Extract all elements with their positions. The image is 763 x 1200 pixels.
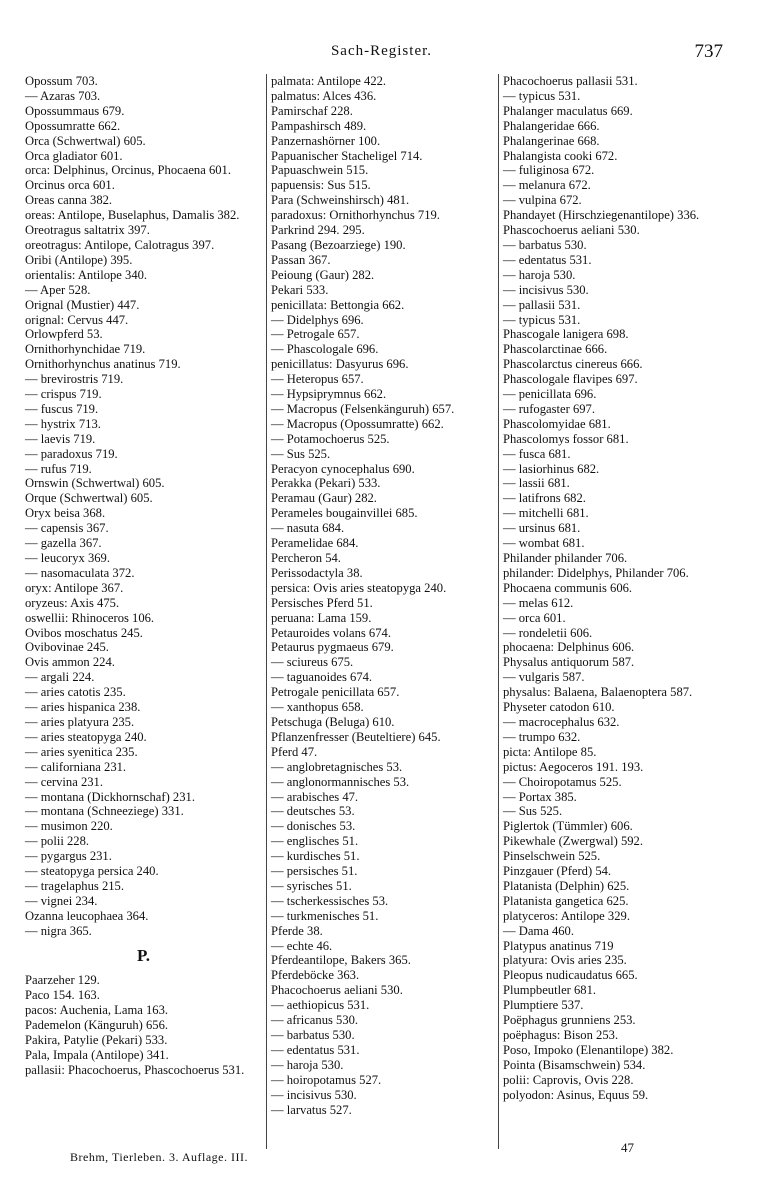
index-entry: Platanista gangetica 625. (503, 893, 629, 908)
index-entry: Poëphagus grunniens 253. (503, 1013, 636, 1028)
index-entry: — montana (Dickhornschaf) 231. (25, 789, 195, 804)
index-entry: Pferd 47. (271, 744, 318, 759)
index-entry: oryzeus: Axis 475. (25, 595, 120, 610)
index-entry: — taguanoides 674. (271, 670, 373, 685)
index-entry: picta: Antilope 85. (503, 744, 597, 759)
index-entry: — polii 228. (25, 834, 90, 849)
index-entry: — lassii 681. (503, 476, 570, 491)
index-entry: Ornithorhynchidae 719. (25, 342, 146, 357)
index-entry: Opossumratte 662. (25, 118, 121, 133)
index-entry: — tragelaphus 215. (25, 878, 124, 893)
index-entry: — edentatus 531. (271, 1042, 360, 1057)
index-entry: — africanus 530. (271, 1013, 359, 1028)
index-entry: Pointa (Bisamschwein) 534. (503, 1057, 646, 1072)
index-entry: phocaena: Delphinus 606. (503, 640, 635, 655)
index-entry: Piglertok (Tümmler) 606. (503, 819, 633, 834)
column-rule-right (498, 74, 499, 1149)
index-entry: — incisivus 530. (503, 282, 589, 297)
index-entry: — Hypsiprymnus 662. (271, 387, 387, 402)
index-entry: orca: Delphinus, Orcinus, Phocaena 601. (25, 163, 231, 178)
index-entry: Pikewhale (Zwergwal) 592. (503, 834, 644, 849)
index-entry: — steatopyga persica 240. (25, 864, 159, 879)
index-entry: Orca gladiator 601. (25, 148, 123, 163)
index-entry: — Macropus (Felsenkänguruh) 657. (271, 401, 455, 416)
index-entry: — aries platyura 235. (25, 714, 135, 729)
index-entry: Phacochoerus pallasii 531. (503, 74, 638, 88)
index-entry: — aries catotis 235. (25, 685, 126, 700)
index-entry: — Didelphys 696. (271, 312, 364, 327)
index-entry: Pala, Impala (Antilope) 341. (25, 1048, 169, 1062)
index-entry: — Sus 525. (271, 446, 331, 461)
index-entry: Perakka (Pekari) 533. (271, 476, 381, 491)
index-entry: — laevis 719. (25, 431, 96, 446)
index-entry: physalus: Balaena, Balaenoptera 587. (503, 685, 693, 700)
index-entry: — hoiropotamus 527. (271, 1072, 382, 1087)
index-entry: — Dama 460. (503, 923, 574, 938)
index-entry: — kurdisches 51. (271, 849, 360, 864)
index-entry: — Choiropotamus 525. (503, 774, 622, 789)
index-column-2 (271, 74, 495, 1117)
index-entry: Peracyon cynocephalus 690. (271, 461, 415, 476)
index-entry: Ovis ammon 224. (25, 655, 115, 670)
index-entry: platyura: Ovis aries 235. (503, 953, 627, 968)
index-entry: Phascochoerus aeliani 530. (503, 223, 640, 238)
index-entry: Plumpbeutler 681. (503, 983, 597, 998)
index-entry: — latifrons 682. (503, 491, 586, 506)
index-entry: — rufus 719. (25, 461, 92, 476)
index-entry: — melas 612. (503, 595, 574, 610)
index-entry: Platypus anatinus 719 (503, 938, 614, 953)
index-entry: Peramau (Gaur) 282. (271, 491, 377, 506)
index-entry: Phalangista cooki 672. (503, 148, 618, 163)
index-entry: Percheron 54. (271, 551, 341, 565)
index-entry: Oribi (Antilope) 395. (25, 252, 133, 267)
index-entry: — larvatus 527. (271, 1102, 352, 1117)
index-entry: Petrogale penicillata 657. (271, 685, 400, 700)
index-entry: Pferdeantilope, Bakers 365. (271, 953, 411, 968)
index-entry: Petaurus pygmaeus 679. (271, 640, 394, 655)
index-entry: Pinselschwein 525. (503, 849, 601, 864)
index-entry: Phocaena communis 606. (503, 580, 633, 595)
index-entry: — Potamochoerus 525. (271, 431, 390, 446)
index-entry: — barbatus 530. (271, 1028, 355, 1042)
index-entry: oreas: Antilope, Buselaphus, Damalis 382. (25, 208, 240, 223)
index-entry: — penicillata 696. (503, 387, 597, 402)
index-entry: — aries steatopyga 240. (25, 729, 147, 744)
index-entry: — paradoxus 719. (25, 446, 118, 461)
index-entry: — cervina 231. (25, 774, 103, 789)
index-entry: Phascolomys fossor 681. (503, 431, 629, 446)
index-entry: Phacochoerus aeliani 530. (271, 983, 403, 998)
index-entry: — vulgaris 587. (503, 670, 585, 685)
index-entry: Pferdeböcke 363. (271, 968, 360, 983)
page-footer (0, 1140, 763, 1178)
index-entry: oswellii: Rhinoceros 106. (25, 610, 155, 625)
page-number: 737 (694, 41, 723, 62)
index-entry: — fuliginosa 672. (503, 163, 595, 178)
index-entry: persica: Ovis aries steatopyga 240. (271, 580, 447, 595)
index-entry: Pampashirsch 489. (271, 118, 367, 133)
sheet-number: 47 (621, 1140, 634, 1155)
index-entry: palmatus: Alces 436. (271, 88, 377, 103)
index-entry: orignal: Cervus 447. (25, 312, 129, 327)
index-entry: — Phascologale 696. (271, 342, 379, 357)
index-entry: — englisches 51. (271, 834, 359, 849)
index-entry: — mitchelli 681. (503, 506, 589, 521)
index-entry: — turkmenisches 51. (271, 908, 379, 923)
index-entry: Platanista (Delphin) 625. (503, 878, 630, 893)
index-entry: Persisches Pferd 51. (271, 595, 373, 610)
index-entry: Phascolomyidae 681. (503, 416, 611, 431)
index-entry: — lasiorhinus 682. (503, 461, 600, 476)
index-entry: Physalus antiquorum 587. (503, 655, 635, 670)
index-entry: — barbatus 530. (503, 237, 587, 252)
index-entry: pallasii: Phacochoerus, Phascochoerus 531. (25, 1062, 245, 1077)
index-entry: — deutsches 53. (271, 804, 355, 819)
index-entry: — gazella 367. (25, 536, 102, 551)
index-entry: Ovibos moschatus 245. (25, 625, 143, 640)
index-entry: — donisches 53. (271, 819, 356, 834)
index-entry: Pademelon (Känguruh) 656. (25, 1018, 169, 1033)
index-entry: — californiana 231. (25, 759, 127, 774)
index-entry: philander: Didelphys, Philander 706. (503, 565, 689, 580)
index-entry: Perameles bougainvillei 685. (271, 506, 418, 521)
index-entry: — vignei 234. (25, 893, 98, 908)
section-heading: P. (136, 945, 151, 965)
index-entry: Phalangeridae 666. (503, 118, 600, 133)
index-entry: — capensis 367. (25, 521, 109, 536)
index-entry: penicillata: Bettongia 662. (271, 297, 405, 312)
index-entry: — echte 46. (271, 938, 333, 953)
index-entry: — hystrix 713. (25, 416, 101, 431)
index-entry: — persisches 51. (271, 864, 358, 879)
index-entry: Oreas canna 382. (25, 193, 113, 208)
index-entry: Physeter catodon 610. (503, 700, 615, 715)
index-entry: Paco 154. 163. (25, 988, 100, 1003)
index-entry: platyceros: Antilope 329. (503, 908, 630, 923)
index-entry: — rufogaster 697. (503, 401, 595, 416)
index-entry: Paarzeher 129. (25, 973, 100, 988)
index-entry: — incisivus 530. (271, 1087, 357, 1102)
index-entry: Peioung (Gaur) 282. (271, 267, 375, 282)
index-entry: Petschuga (Beluga) 610. (271, 714, 395, 729)
index-entry: Plumptiere 537. (503, 998, 584, 1013)
index-entry: Pinzgauer (Pferd) 54. (503, 864, 612, 879)
index-entry: Papuaschwein 515. (271, 163, 369, 178)
index-entry: — fusca 681. (503, 446, 571, 461)
running-title: Sach-Register. (330, 43, 433, 59)
index-entry: — Portax 385. (503, 789, 577, 804)
index-entry: Perissodactyla 38. (271, 565, 363, 580)
index-entry: — vulpina 672. (503, 193, 582, 208)
index-entry: Orignal (Mustier) 447. (25, 297, 140, 312)
index-entry: — Sus 525. (503, 804, 563, 819)
index-entry: Pflanzenfresser (Beuteltiere) 645. (271, 729, 441, 744)
index-entry: — haroja 530. (503, 267, 576, 282)
index-entry: oreotragus: Antilope, Calotragus 397. (25, 237, 215, 252)
index-entry: — crispus 719. (25, 387, 102, 402)
index-entry: — edentatus 531. (503, 252, 592, 267)
index-entry: — montana (Schneeziege) 331. (25, 804, 184, 819)
index-entry: peruana: Lama 159. (271, 610, 372, 625)
index-entry: Philander philander 706. (503, 551, 628, 565)
index-entry: Orca (Schwertwal) 605. (25, 133, 146, 148)
index-entry: — nasomaculata 372. (25, 565, 135, 580)
index-entry: — Heteropus 657. (271, 372, 364, 387)
index-entry: — fuscus 719. (25, 401, 99, 416)
index-entry: — sciureus 675. (271, 655, 354, 670)
index-entry: Phascogale lanigera 698. (503, 327, 629, 342)
index-entry: orientalis: Antilope 340. (25, 267, 148, 282)
index-entry: — Macropus (Opossumratte) 662. (271, 416, 444, 431)
index-entry: palmata: Antilope 422. (271, 74, 387, 88)
index-entry: — aries syenitica 235. (25, 744, 138, 759)
index-entry: penicillatus: Dasyurus 696. (271, 357, 409, 372)
index-entry: Phascologale flavipes 697. (503, 372, 638, 387)
index-entry: Opossum 703. (25, 74, 98, 88)
index-entry: — haroja 530. (271, 1057, 344, 1072)
index-entry: Pakira, Patylie (Pekari) 533. (25, 1033, 168, 1048)
index-entry: — melanura 672. (503, 178, 591, 193)
index-entry: Phalanger maculatus 669. (503, 103, 633, 118)
index-entry: oryx: Antilope 367. (25, 580, 124, 595)
index-entry: Phascolarctinae 666. (503, 342, 608, 357)
index-entry: Pleopus nudicaudatus 665. (503, 968, 638, 983)
index-entry: pacos: Auchenia, Lama 163. (25, 1003, 169, 1018)
index-entry: — anglonormannisches 53. (271, 774, 410, 789)
index-entry: — xanthopus 658. (271, 700, 364, 715)
column-rule-left (266, 74, 267, 1149)
index-entry: — musimon 220. (25, 819, 113, 834)
index-column-3 (503, 74, 755, 1103)
index-entry: — syrisches 51. (271, 878, 352, 893)
index-entry: Orcinus orca 601. (25, 178, 115, 193)
index-entry: paradoxus: Ornithorhynchus 719. (271, 208, 440, 223)
index-entry: — tscherkessisches 53. (271, 893, 389, 908)
index-entry: — nasuta 684. (271, 521, 345, 536)
page-header (0, 43, 763, 65)
index-entry: Passan 367. (271, 252, 331, 267)
index-entry: — pygargus 231. (25, 849, 112, 864)
index-entry: — arabisches 47. (271, 789, 359, 804)
index-entry: Phalangerinae 668. (503, 133, 600, 148)
index-entry: — Petrogale 657. (271, 327, 360, 342)
index-entry: Pekari 533. (271, 282, 329, 297)
index-entry: Panzernashörner 100. (271, 133, 381, 148)
index-entry: Ornithorhynchus anatinus 719. (25, 357, 181, 372)
index-entry: — anglobretagnisches 53. (271, 759, 403, 774)
index-entry: — Azaras 703. (25, 88, 101, 103)
index-entry: — nigra 365. (25, 923, 92, 938)
index-entry: — macrocephalus 632. (503, 714, 620, 729)
index-entry: — aries hispanica 238. (25, 700, 141, 715)
index-entry: — wombat 681. (503, 536, 585, 551)
index-entry: — trumpo 632. (503, 729, 581, 744)
index-entry: Parkrind 294. 295. (271, 223, 365, 238)
index-entry: Papuanischer Stacheligel 714. (271, 148, 423, 163)
index-entry: Phascolarctus cinereus 666. (503, 357, 643, 372)
index-entry: Petauroides volans 674. (271, 625, 391, 640)
index-entry: poëphagus: Bison 253. (503, 1028, 619, 1042)
signature-line: Brehm, Tierleben. 3. Auflage. III. (70, 1150, 248, 1164)
index-entry: Oreotragus saltatrix 397. (25, 223, 150, 238)
index-entry: Ozanna leucophaea 364. (25, 908, 149, 923)
index-entry: — rondeletii 606. (503, 625, 593, 640)
index-entry: — typicus 531. (503, 312, 581, 327)
index-entry: — pallasii 531. (503, 297, 581, 312)
index-entry: — orca 601. (503, 610, 566, 625)
index-entry: Orlowpferd 53. (25, 327, 103, 342)
index-entry: Pferde 38. (271, 923, 323, 938)
index-entry: — argali 224. (25, 670, 95, 685)
index-entry: — Aper 528. (25, 282, 91, 297)
index-entry: — typicus 531. (503, 88, 581, 103)
index-entry: Pasang (Bezoarziege) 190. (271, 237, 406, 252)
index-entry: — brevirostris 719. (25, 372, 124, 387)
index-entry: Oryx beisa 368. (25, 506, 106, 521)
index-entry: Opossummaus 679. (25, 103, 125, 118)
index-entry: polyodon: Asinus, Equus 59. (503, 1087, 649, 1102)
index-entry: Ovibovinae 245. (25, 640, 109, 655)
index-entry: polii: Caprovis, Ovis 228. (503, 1072, 634, 1087)
index-entry: Ornswin (Schwertwal) 605. (25, 476, 165, 491)
index-entry: papuensis: Sus 515. (271, 178, 371, 193)
index-entry: Orque (Schwertwal) 605. (25, 491, 153, 506)
index-entry: Poso, Impoko (Elenantilope) 382. (503, 1042, 674, 1057)
index-entry: Para (Schweinshirsch) 481. (271, 193, 410, 208)
index-entry: — leucoryx 369. (25, 551, 110, 565)
index-entry: Phandayet (Hirschziegenantilope) 336. (503, 208, 700, 223)
index-entry: Peramelidae 684. (271, 536, 359, 551)
index-entry: — ursinus 681. (503, 521, 581, 536)
index-column-1 (25, 74, 262, 1078)
index-entry: Pamirschaf 228. (271, 103, 353, 118)
index-entry: — aethiopicus 531. (271, 998, 370, 1013)
index-entry: pictus: Aegoceros 191. 193. (503, 759, 644, 774)
